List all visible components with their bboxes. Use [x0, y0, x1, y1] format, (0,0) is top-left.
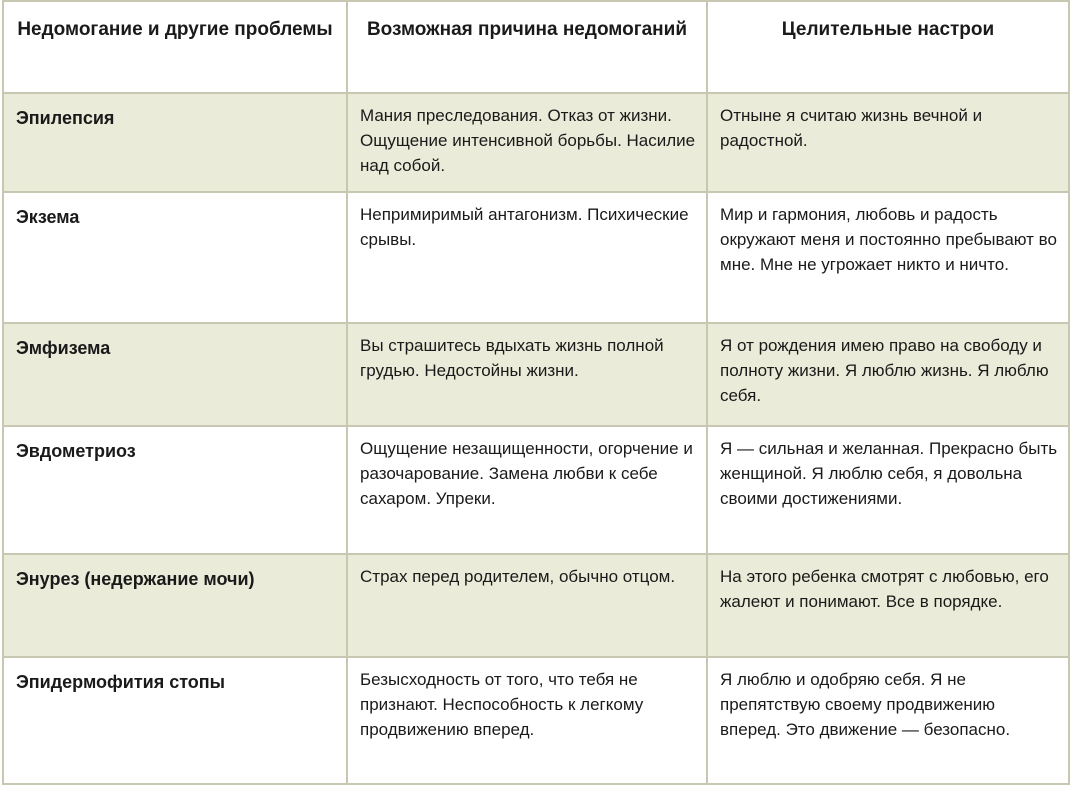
problem-cell: Экзема — [3, 192, 347, 323]
affirmation-cell: Отныне я считаю жизнь вечной и радостной. — [707, 93, 1069, 192]
affirmation-cell: Я — сильная и желанная. Прекрасно быть женщиной. Я люблю себя, я довольна своими достижениями. — [707, 426, 1069, 554]
cause-cell: Мания преследования. Отказ от жизни. Ощущение интенсивной борьбы. Насилие над собой. — [347, 93, 707, 192]
cause-cell: Непримиримый антагонизм. Психические срывы. — [347, 192, 707, 323]
table-row — [3, 93, 1069, 192]
ailments-table — [2, 0, 1070, 785]
affirmation-cell: Я люблю и одобряю себя. Я не препятствую своему продвижению вперед. Это движение — безопасно. — [707, 657, 1069, 784]
affirmation-cell: Я от рождения имею право на свободу и полноту жизни. Я люблю жизнь. Я люблю себя. — [707, 323, 1069, 426]
affirmation-cell: Мир и гармония, любовь и радость окружают меня и постоянно пребывают во мне. Мне не угрожает никто и ничто. — [707, 192, 1069, 323]
table-row — [3, 192, 1069, 323]
table-row — [3, 426, 1069, 554]
cause-cell: Ощущение незащищенности, огорчение и разочарование. Замена любви к себе сахаром. Упреки. — [347, 426, 707, 554]
header-row — [3, 1, 1069, 93]
header-problem: Недомогание и другие проблемы — [3, 1, 347, 93]
header-cause: Возможная причина недомоганий — [347, 1, 707, 93]
table-row — [3, 554, 1069, 657]
problem-cell: Энурез (недержание мочи) — [3, 554, 347, 657]
problem-cell: Эвдометриоз — [3, 426, 347, 554]
problem-cell: Эпидермофития стопы — [3, 657, 347, 784]
problem-cell: Эпилепсия — [3, 93, 347, 192]
cause-cell: Вы страшитесь вдыхать жизнь полной грудью. Недостойны жизни. — [347, 323, 707, 426]
header-affirmation: Целительные настрои — [707, 1, 1069, 93]
table-row — [3, 323, 1069, 426]
table-row — [3, 657, 1069, 784]
cause-cell: Страх перед родителем, обычно отцом. — [347, 554, 707, 657]
cause-cell: Безысходность от того, что тебя не признают. Неспособность к легкому продвижению вперед. — [347, 657, 707, 784]
problem-cell: Эмфизема — [3, 323, 347, 426]
affirmation-cell: На этого ребенка смотрят с любовью, его жалеют и понимают. Все в порядке. — [707, 554, 1069, 657]
